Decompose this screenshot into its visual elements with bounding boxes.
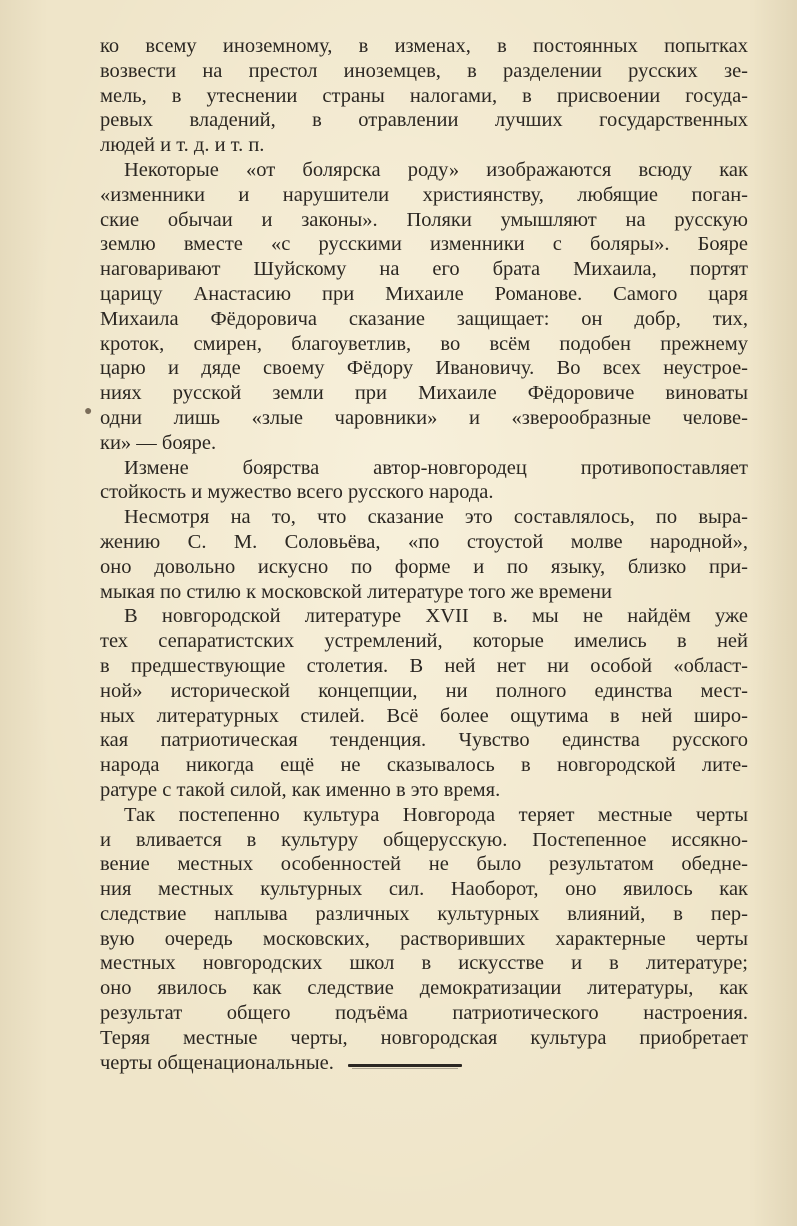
text-line: Измене боярства автор-новгородец противопоставляет — [124, 456, 748, 479]
paragraph — [100, 505, 748, 604]
text-line: Некоторые «от болярска роду» изображаются всюду как — [124, 158, 748, 181]
text-line: ратуре с такой силой, как именно в это время. — [100, 778, 501, 801]
text-line: народа никогда ещё не сказывалось в новгородской лите- — [100, 754, 748, 777]
text-line: кая патриотическая тенденция. Чувство единства русского — [100, 729, 748, 752]
text-line: Теряя местные черты, новгородская культура приобретает — [100, 1026, 748, 1049]
text-line: оно довольно искусно по форме и по языку, близко при- — [100, 555, 748, 578]
text-line: мыкая по стилю к московской литературе того же времени — [100, 580, 612, 603]
text-line: людей и т. д. и т. п. — [100, 134, 265, 157]
text-line: стойкость и мужество всего русского народа. — [100, 481, 494, 504]
text-line: вую очередь московских, растворивших характерные черты — [100, 927, 748, 950]
text-line: Михаила Фёдоровича сказание защищает: он добр, тих, — [100, 307, 748, 330]
text-line: одни лишь «злые чаровники» и «зверообразные челове- — [100, 406, 748, 429]
text-line: и вливается в культуру общерусскую. Постепенное иссякно- — [100, 828, 748, 851]
text-line: жению С. М. Соловьёва, «по стоустой молве народной», — [100, 530, 748, 553]
text-line: кроток, смирен, благоуветлив, во всём подобен прежнему — [100, 332, 748, 355]
text-line: оно явилось как следствие демократизации литературы, как — [100, 977, 748, 1000]
text-line: возвести на престол иноземцев, в разделении русских зе- — [100, 59, 748, 82]
paragraph — [100, 158, 748, 456]
paragraph — [100, 34, 748, 158]
text-line: Так постепенно культура Новгорода теряет местные черты — [124, 803, 748, 826]
text-line: В новгородской литературе XVII в. мы не найдём уже — [124, 605, 748, 628]
paragraph — [100, 604, 748, 802]
text-line: землю вместе «с русскими изменники с боляры». Бояре — [100, 233, 748, 256]
text-line: царю и дяде своему Фёдору Ивановичу. Во всех неустрое- — [100, 357, 748, 380]
text-line: «изменники и нарушители християнству, любящие поган- — [100, 183, 748, 206]
paragraph — [100, 456, 748, 506]
text-line: ко всему иноземному, в изменах, в постоянных попытках — [100, 35, 748, 57]
text-line: Несмотря на то, что сказание это составлялось, по выра- — [124, 506, 748, 529]
text-line: в предшествующие столетия. В ней нет ни особой «област- — [100, 654, 748, 677]
text-line: мель, в утеснении страны налогами, в присвоении госуда- — [100, 84, 748, 107]
text-line: ных литературных стилей. Всё более ощутима в ней широ- — [100, 704, 748, 727]
text-line: вение местных особенностей не было результатом обедне- — [100, 853, 748, 876]
text-line: тех сепаратистских устремлений, которые имелись в ней — [100, 630, 748, 653]
section-end-rule — [348, 1064, 462, 1067]
margin-mark: ● — [84, 404, 93, 419]
text-line: ниях русской земли при Михаиле Фёдоровиче виноваты — [100, 382, 748, 405]
text-line: черты общенациональные. — [100, 1051, 334, 1074]
text-line: ки» — бояре. — [100, 431, 217, 454]
text-line: следствие наплыва различных культурных влияний, в пер- — [100, 902, 748, 925]
text-line: наговаривают Шуйскому на его брата Михаила, портят — [100, 258, 748, 281]
body-text — [100, 34, 748, 1075]
text-line: ревых владений, в отравлении лучших государственных — [100, 109, 748, 132]
text-line: ские обычаи и законы». Поляки умышляют на русскую — [100, 208, 748, 231]
text-line: местных новгородских школ в искусстве и в литературе; — [100, 952, 748, 975]
text-line: ния местных культурных сил. Наоборот, оно явилось как — [100, 878, 748, 901]
paragraph — [100, 803, 748, 1076]
text-line: царицу Анастасию при Михаиле Романове. Самого царя — [100, 282, 748, 305]
text-line: ной» исторической концепции, ни полного единства мест- — [100, 679, 748, 702]
text-line: результат общего подъёма патриотического настроения. — [100, 1002, 748, 1025]
